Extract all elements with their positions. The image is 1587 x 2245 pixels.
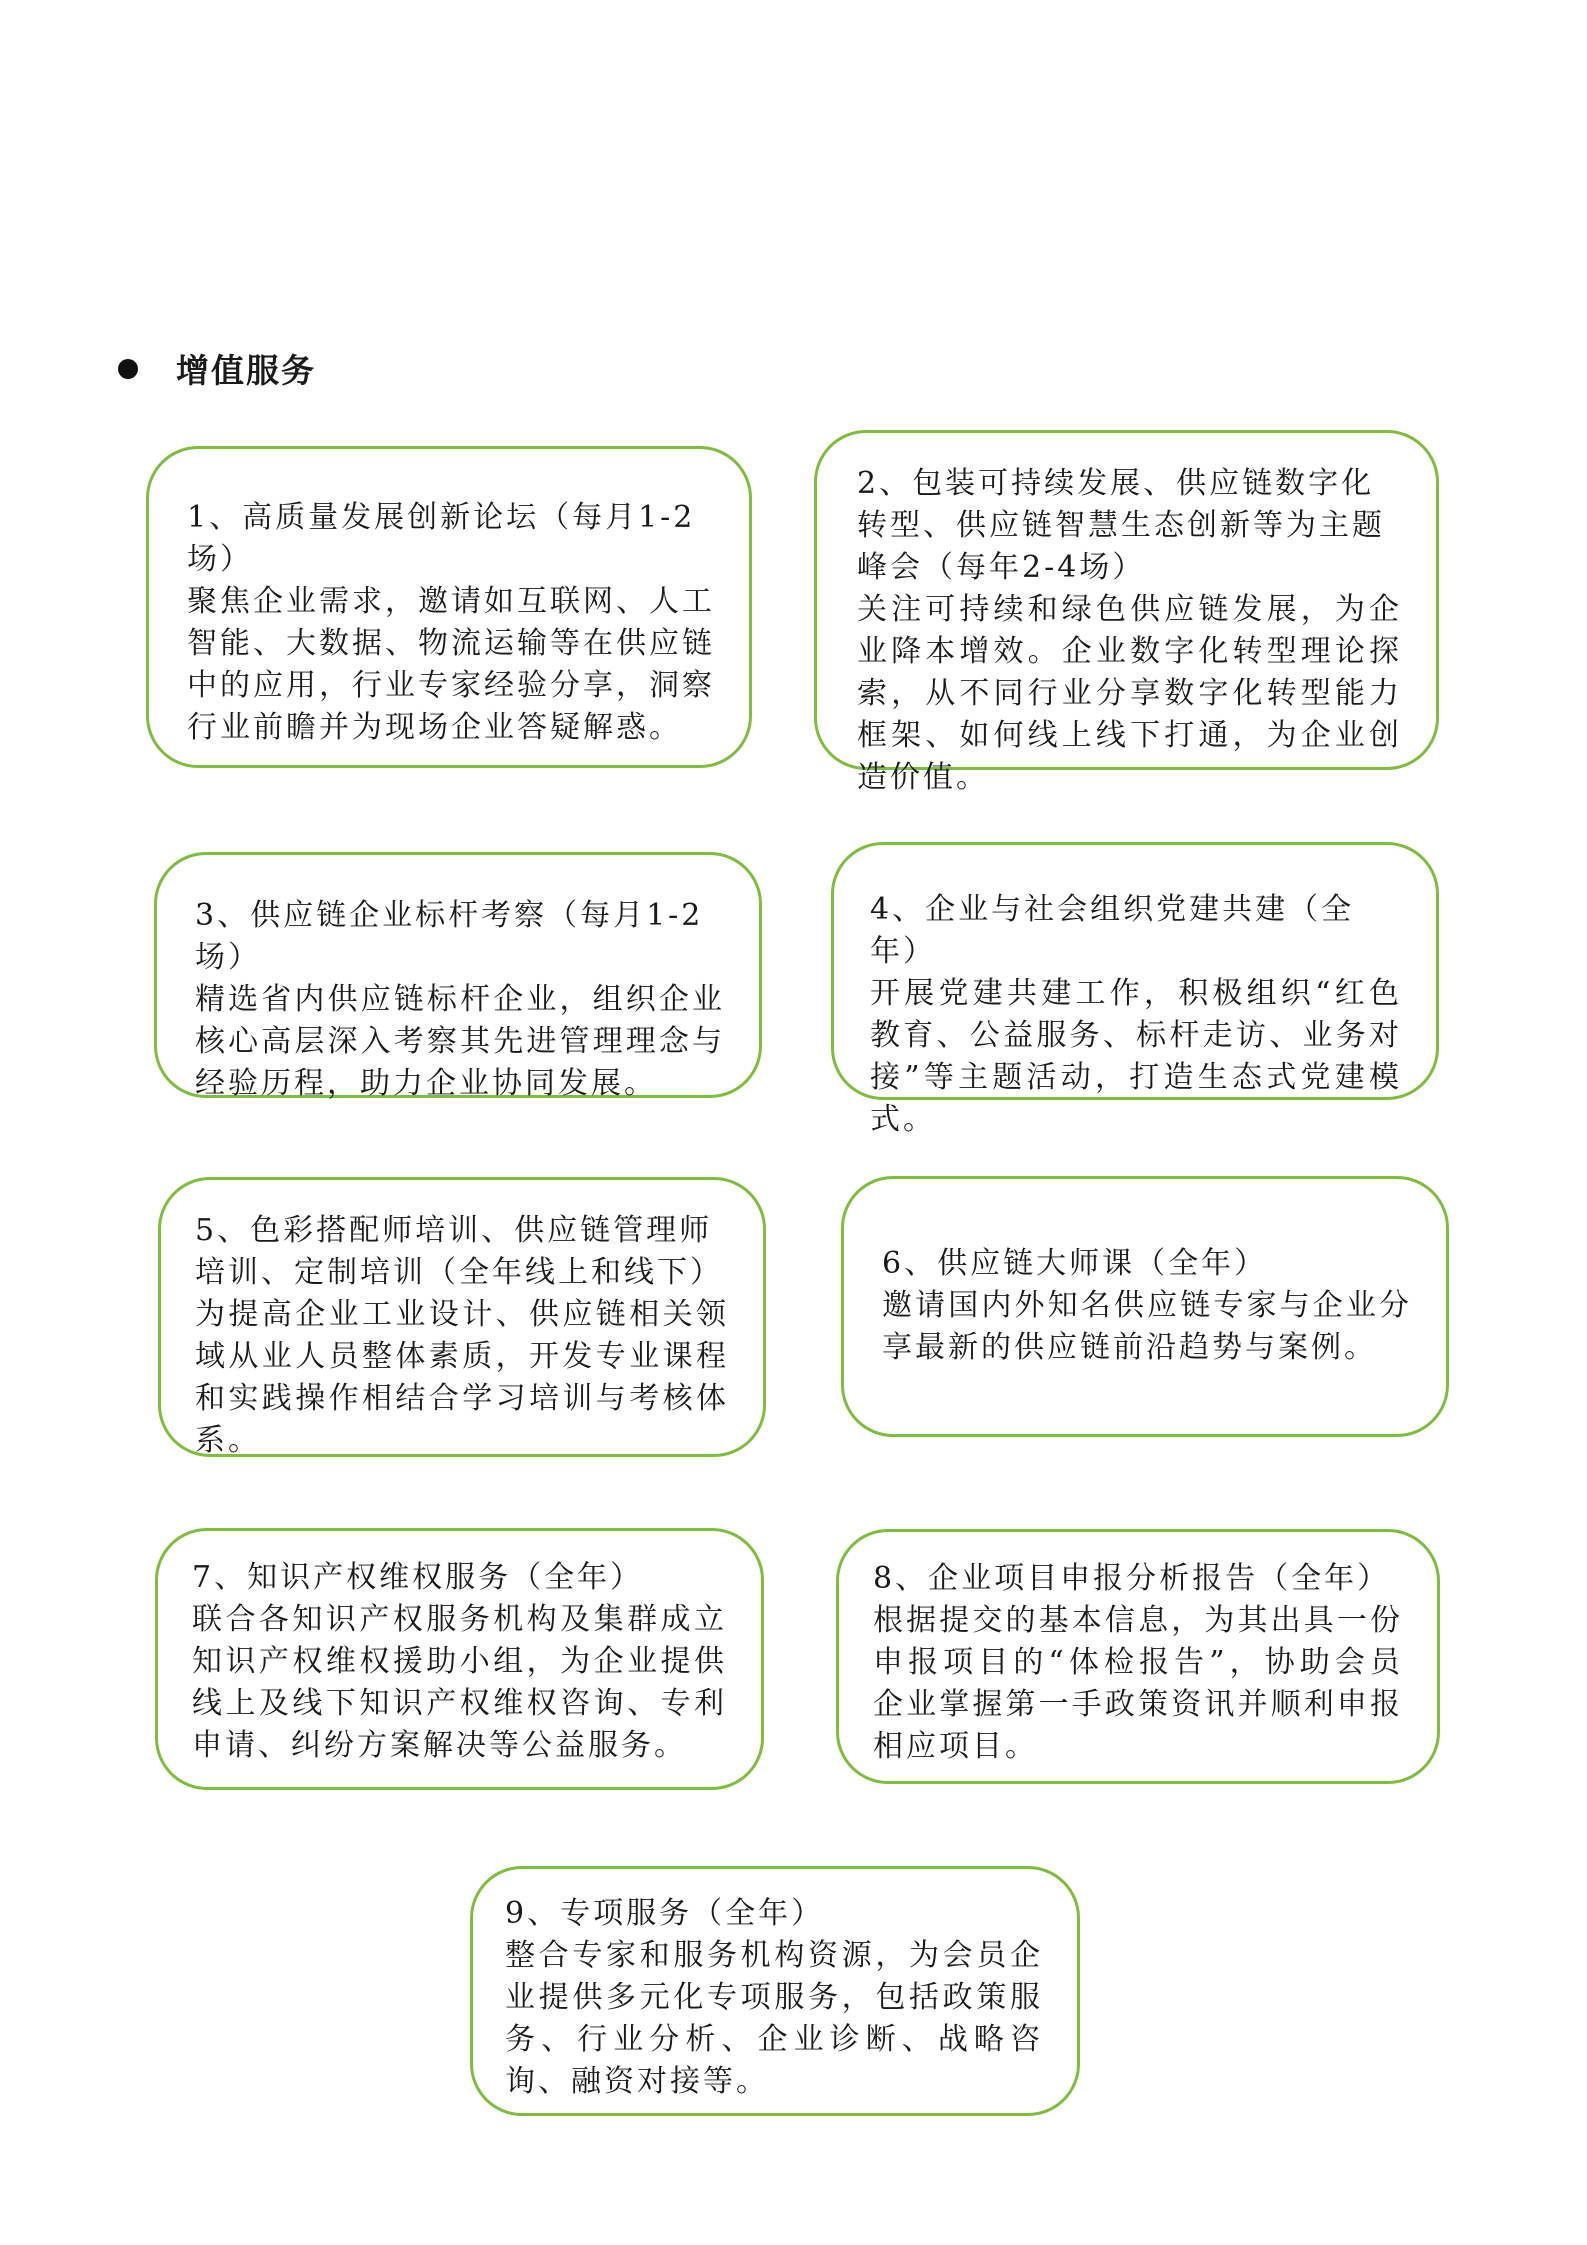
service-title: 4、企业与社会组织党建共建（全年） [870,892,1355,969]
service-title: 2、包装可持续发展、供应链数字化转型、供应链智慧生态创新等为主题峰会（每年2-4场） [857,466,1385,585]
service-card-8 [836,1529,1440,1784]
service-description: 精选省内供应链标杆企业，组织企业核心高层深入考察其先进管理理念与经验历程，助力企业协同发展。 [195,982,725,1101]
service-card-9 [470,1866,1080,2116]
service-description: 关注可持续和绿色供应链发展，为企业降本增效。企业数字化转型理论探索，从不同行业分享数字化转型能力框架、如何线上线下打通，为企业创造价值。 [857,592,1402,795]
service-title: 1、高质量发展创新论坛（每月1-2场） [187,500,696,577]
section-header [118,345,316,392]
service-card-3 [154,852,762,1101]
service-title: 7、知识产权维权服务（全年） [192,1560,644,1595]
service-description: 整合专家和服务机构资源，为会员企业提供多元化专项服务，包括政策服务、行业分析、企业诊断、战略咨询、融资对接等。 [505,1938,1043,2099]
service-card-6 [841,1176,1449,1437]
service-description: 为提高企业工业设计、供应链相关领域从业人员整体素质，开发专业课程和实践操作相结合学习培训与考核体系。 [195,1297,729,1458]
section-title: 增值服务 [176,351,316,390]
service-title: 5、色彩搭配师培训、供应链管理师培训、定制培训（全年线上和线下） [195,1213,723,1290]
service-description: 邀请国内外知名供应链专家与企业分享最新的供应链前沿趋势与案例。 [882,1288,1412,1365]
service-card-2 [814,430,1439,795]
service-card-4 [831,842,1439,1137]
service-title: 6、供应链大师课（全年） [882,1246,1268,1281]
service-card-1 [146,446,752,768]
service-title: 8、企业项目申报分析报告（全年） [873,1561,1391,1596]
service-card-5 [158,1177,766,1457]
service-description: 开展党建共建工作，积极组织“红色教育、公益服务、标杆走访、业务对接”等主题活动，打造生态式党建模式。 [870,976,1402,1137]
service-description: 聚焦企业需求，邀请如互联网、人工智能、大数据、物流运输等在供应链中的应用，行业专家经验分享，洞察行业前瞻并为现场企业答疑解惑。 [187,584,715,745]
service-description: 根据提交的基本信息，为其出具一份申报项目的“体检报告”，协助会员企业掌握第一手政策资讯并顺利申报相应项目。 [873,1603,1403,1764]
service-description: 联合各知识产权服务机构及集群成立知识产权维权援助小组，为企业提供线上及线下知识产权维权咨询、专利申请、纠纷方案解决等公益服务。 [192,1602,727,1763]
bullet-icon [118,359,138,379]
service-card-7 [155,1528,764,1790]
service-title: 3、供应链企业标杆考察（每月1-2场） [195,898,704,975]
service-title: 9、专项服务（全年） [505,1896,825,1931]
